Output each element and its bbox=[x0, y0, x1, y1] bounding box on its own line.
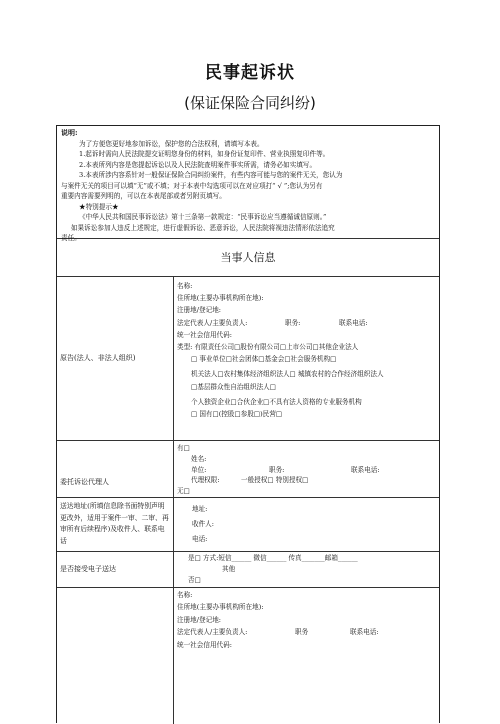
instructions-item-3-end: 重要内容需要列明的，可以在本表尾部或者另附页填写。 bbox=[61, 192, 226, 200]
plaintiff-name-field[interactable]: 名称: bbox=[177, 282, 193, 290]
electronic-delivery-yes-options[interactable]: 是□ 方式:短信______ 微信______ 传真_______邮箱______ bbox=[188, 554, 358, 562]
form-table bbox=[56, 125, 440, 723]
agent-yes-checkbox[interactable]: 有□ bbox=[177, 444, 190, 452]
plaintiff-rep-field[interactable]: 法定代表人/主要负责人: bbox=[177, 318, 248, 327]
defendant-row bbox=[57, 588, 439, 724]
agent-unit-field[interactable]: 单位: bbox=[191, 465, 207, 474]
instructions-box bbox=[57, 126, 439, 242]
defendant-name-field[interactable]: 名称: bbox=[177, 591, 193, 599]
plaintiff-position-field[interactable]: 职务: bbox=[285, 318, 301, 327]
plaintiff-type-options-4[interactable]: □基层群众性自治组织法人□ bbox=[191, 382, 276, 391]
agent-no-checkbox[interactable]: 无□ bbox=[177, 487, 190, 496]
defendant-credit-code-field[interactable]: 统一社会信用代码: bbox=[177, 640, 232, 649]
plaintiff-type-options-2[interactable]: □ 事业单位□社会团体□基金会□社会服务机构□ bbox=[191, 355, 337, 364]
delivery-row bbox=[57, 498, 439, 552]
instructions-item-1: 1.起诉时需向人民法院提交证明您身份的材料，如身份证复印件、营业执照复印件等。 bbox=[79, 150, 330, 158]
defendant-address-field[interactable]: 住所地(主要办事机构所在地): bbox=[177, 603, 264, 612]
defendant-registration-field[interactable]: 注册地/登记地: bbox=[177, 615, 222, 624]
plaintiff-label: 原告(法人、非法人组织) bbox=[60, 354, 136, 362]
section-heading: 当事人信息 bbox=[57, 239, 439, 277]
defendant-rep-field[interactable]: 法定代表人/主要负责人: bbox=[177, 628, 248, 637]
delivery-label: 送达地址(所填信息除书面特别声明更改外，适用于案件一审、二审、再审所有后续程序)及收件人、联系电话 bbox=[60, 502, 169, 545]
plaintiff-address-field[interactable]: 住所地(主要办事机构所在地): bbox=[177, 294, 264, 303]
plaintiff-credit-code-field[interactable]: 统一社会信用代码: bbox=[177, 330, 232, 339]
agent-phone-field[interactable]: 联系电话: bbox=[351, 465, 380, 474]
plaintiff-phone-field[interactable]: 联系电话: bbox=[339, 318, 368, 327]
agent-authority-options[interactable]: 一般授权□ 特别授权□ bbox=[241, 476, 309, 485]
instructions-item-2: 2.本表所列内容是您提起诉讼以及人民法院查明案件事实所需，请务必如实填写。 bbox=[79, 160, 317, 169]
page-subtitle: (保证保险合同纠纷) bbox=[184, 94, 316, 112]
plaintiff-type-options-5[interactable]: 个人独资企业□合伙企业□不具有法人资格的专业服务机构 bbox=[191, 397, 362, 406]
defendant-phone-field[interactable]: 联系电话: bbox=[350, 628, 379, 637]
law-warning: 如果诉讼参加人违反上述规定，进行虚假诉讼、恶意诉讼，人民法院将视违法情形依法追究 bbox=[71, 223, 335, 232]
agent-name-field[interactable]: 姓名: bbox=[191, 454, 207, 463]
plaintiff-type-options-6[interactable]: □ 国有□(控股□参股□)民营□ bbox=[191, 410, 283, 419]
special-notice-heading: ★特别提示★ bbox=[79, 202, 119, 211]
electronic-delivery-other[interactable]: 其他 bbox=[222, 565, 236, 573]
plaintiff-type-options-1[interactable]: 类型: 有限责任公司□股份有限公司□上市公司□其他企业法人 bbox=[177, 343, 359, 352]
plaintiff-registration-field[interactable]: 注册地/登记地: bbox=[177, 306, 222, 315]
defendant-position-field[interactable]: 职务 bbox=[295, 628, 309, 637]
delivery-recipient-field[interactable]: 收件人: bbox=[192, 520, 215, 528]
delivery-address-field[interactable]: 地址: bbox=[192, 505, 208, 513]
delivery-phone-field[interactable]: 电话: bbox=[192, 535, 208, 543]
instructions-heading: 说明: bbox=[61, 128, 78, 137]
plaintiff-row bbox=[57, 277, 439, 441]
electronic-delivery-row bbox=[57, 552, 439, 588]
law-citation: 《中华人民共和国民事诉讼法》第十三条第一款规定：“民事诉讼应当遵循诚信原则。” bbox=[79, 213, 327, 221]
electronic-delivery-label: 是否接受电子送达 bbox=[60, 565, 116, 573]
instructions-item-3-cont: 与案件无关的项目可以填“无”或不填；对于本表中勾选项可以在对应项打“ √ ”;您认为另有 bbox=[61, 181, 323, 190]
page-title: 民事起诉状 bbox=[205, 63, 295, 83]
agent-position-field[interactable]: 职务: bbox=[269, 465, 285, 474]
electronic-delivery-no-checkbox[interactable]: 否□ bbox=[188, 576, 201, 584]
agent-row bbox=[57, 441, 439, 498]
agent-authority-label: 代理权限: bbox=[191, 476, 220, 485]
agent-label: 委托诉讼代理人 bbox=[60, 478, 109, 486]
instructions-intro: 为了方便您更好地参加诉讼，保护您的合法权利，请填写本表。 bbox=[79, 139, 264, 148]
instructions-item-3: 3.本表所涉内容系针对一般保证保险合同纠纷案件，有些内容可能与您的案件无关，您认为 bbox=[79, 171, 343, 179]
plaintiff-type-options-3[interactable]: 机关法人□农村集体经济组织法人□ 城镇农村的合作经济组织法人 bbox=[191, 370, 384, 379]
law-warning-end: 责任。 bbox=[61, 234, 81, 242]
